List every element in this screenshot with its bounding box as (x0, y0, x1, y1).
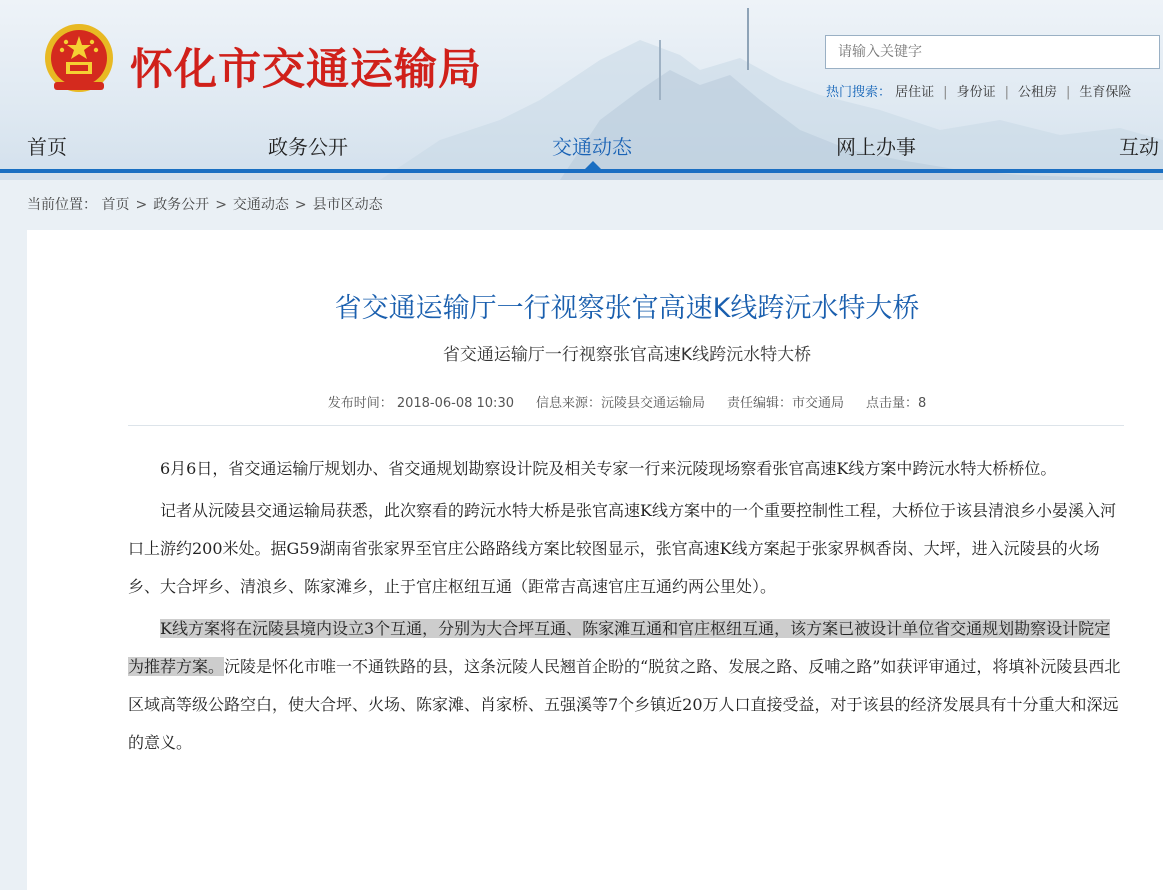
hot-search-item-maternity-insurance[interactable]: 生育保险 (1079, 85, 1132, 100)
nav-item-online-services[interactable]: 网上办事 (836, 135, 916, 159)
nav-item-home[interactable]: 首页 (27, 135, 67, 159)
nav-item-interaction[interactable]: 互动 (1119, 135, 1159, 159)
breadcrumb-label: 当前位置： (27, 197, 97, 213)
search-input[interactable] (825, 35, 1160, 69)
hot-search-item-residence-permit[interactable]: 居住证 (895, 85, 935, 100)
breadcrumb-separator: > (294, 197, 307, 213)
hot-search-separator: | (943, 85, 948, 100)
meta-publish-time: 发布时间： 2018-06-08 10:30 (327, 396, 514, 411)
selected-text-highlight[interactable]: K线方案将在沅陵县境内设立3个互通，分别为大合坪互通、陈家滩互通和官庄枢纽互通，该方案已被设计单位省交通规划勘察设计院定为推荐方案。 (128, 619, 1111, 676)
nav-item-traffic-news[interactable]: 交通动态 (552, 135, 632, 159)
site-title[interactable]: 怀化市交通运输局 (130, 45, 482, 95)
hot-search-label: 热门搜索： (826, 85, 892, 100)
article-paragraph: 记者从沅陵县交通运输局获悉，此次察看的跨沅水特大桥是张官高速K线方案中的一个重要控制性工程，大桥位于该县清浪乡小晏溪入河口上游约200米处。据G59湖南省张家界至官庄公路路线方案比较图显示，张官高速K线方案起于张家界枫香岗、大坪，进入沅陵县的火场乡、大合坪乡、清浪乡、陈家滩乡，止于官庄枢纽互通（距常吉高速官庄互通约两公里处）。 (128, 501, 1116, 596)
article-subtitle: 省交通运输厅一行视察张官高速K线跨沅水特大桥 (442, 345, 812, 365)
article-title: 省交通运输厅一行视察张官高速K线跨沅水特大桥 (334, 293, 920, 324)
hot-search-separator: | (1004, 85, 1009, 100)
national-emblem-logo (42, 20, 116, 98)
nav-underline-bar (0, 169, 1163, 173)
hot-search-item-id-card[interactable]: 身份证 (956, 85, 996, 100)
breadcrumb-item-county-news[interactable]: 县市区动态 (312, 197, 383, 213)
meta-source: 信息来源：沅陵县交通运输局 (535, 396, 705, 411)
hot-search-item-public-housing[interactable]: 公租房 (1017, 85, 1057, 100)
breadcrumb (27, 194, 383, 214)
hot-search-separator: | (1065, 85, 1071, 100)
article-paragraph (128, 610, 1124, 762)
main-nav (0, 127, 1163, 172)
breadcrumb-item-home[interactable]: 首页 (101, 197, 130, 213)
article-body (128, 450, 1124, 766)
nav-active-caret-icon (585, 161, 601, 169)
article-meta (0, 392, 1163, 411)
article-paragraph-text: 沅陵是怀化市唯一不通铁路的县，这条沅陵人民翘首企盼的“脱贫之路、发展之路、反哺之路”如获评审通过，将填补沅陵县西北区域高等级公路空白，使大合坪、火场、陈家滩、肖家桥、五强溪等7个乡镇近20万人口直接受益，对于该县的经济发展具有十分重大和深远的意义。 (128, 657, 1121, 752)
nav-item-government-affairs[interactable]: 政务公开 (268, 135, 348, 159)
breadcrumb-item-government-affairs[interactable]: 政务公开 (153, 197, 210, 213)
meta-editor: 责任编辑：市交通局 (727, 396, 845, 411)
article-paragraph: 6月6日，省交通运输厅规划办、省交通规划勘察设计院及相关专家一行来沅陵现场察看张官高速K线方案中跨沅水特大桥桥位。 (160, 459, 1057, 478)
meta-views: 点击量：8 (866, 396, 927, 411)
hot-search (826, 81, 1131, 100)
meta-divider (128, 425, 1124, 426)
breadcrumb-separator: > (215, 197, 227, 213)
breadcrumb-separator: > (135, 197, 148, 213)
breadcrumb-item-traffic-news[interactable]: 交通动态 (232, 197, 289, 213)
